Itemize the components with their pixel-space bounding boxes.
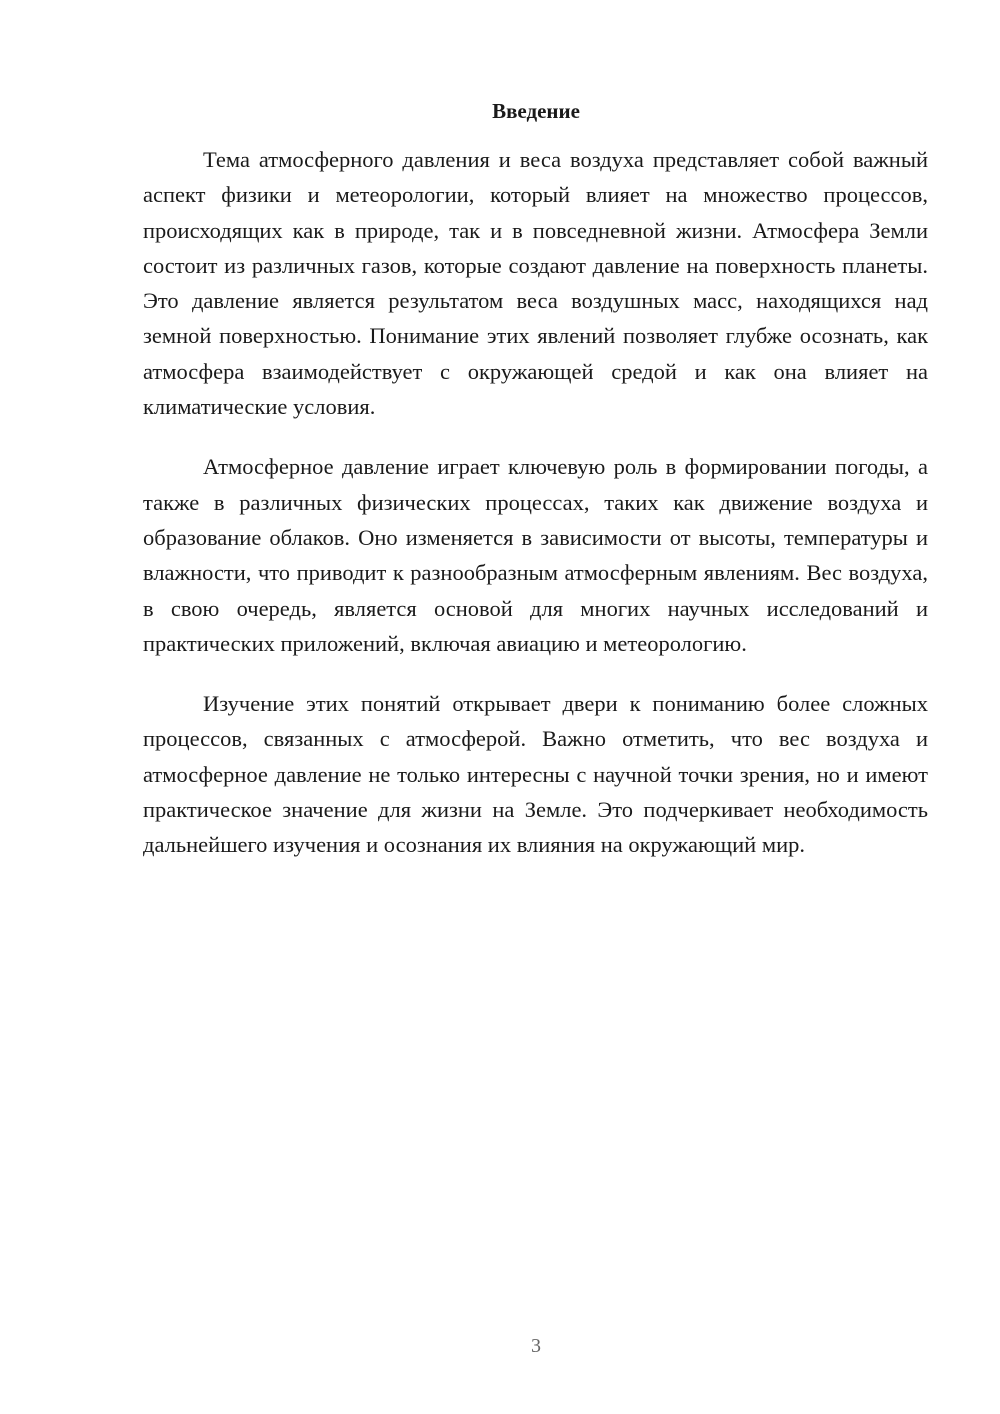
paragraph-1: Тема атмосферного давления и веса воздуха представляет собой важный аспект физики и метеорологии, который влияет на множество процессов, происходящих как в природе, так и в повседневной жизни. Атмосфера Земли состоит из различных газов, которые создают давление на поверхность планеты. Это давление является результатом веса воздушных масс, находящихся над земной поверхностью. Понимание этих явлений позволяет глубже осознать, как атмосфера взаимодействует с окружающей средой и как она влияет на климатические условия. bbox=[143, 147, 928, 420]
page-number: 3 bbox=[531, 1335, 541, 1357]
paragraph-2: Атмосферное давление играет ключевую роль в формировании погоды, а также в различных физических процессах, таких как движение воздуха и образование облаков. Оно изменяется в зависимости от высоты, температуры и влажности, что приводит к разнообразным атмосферным явлениям. Вес воздуха, в свою очередь, является основой для многих научных исследований и практических приложений, включая авиацию и метеорологию. bbox=[143, 454, 928, 656]
section-heading: Введение bbox=[492, 99, 580, 123]
body-text bbox=[143, 142, 928, 888]
paragraph-3: Изучение этих понятий открывает двери к пониманию более сложных процессов, связанных с атмосферой. Важно отметить, что вес воздуха и атмосферное давление не только интересны с научной точки зрения, но и имеют практическое значение для жизни на Земле. Это подчеркивает необходимость дальнейшего изучения и осознания их влияния на окружающий мир. bbox=[143, 691, 928, 858]
